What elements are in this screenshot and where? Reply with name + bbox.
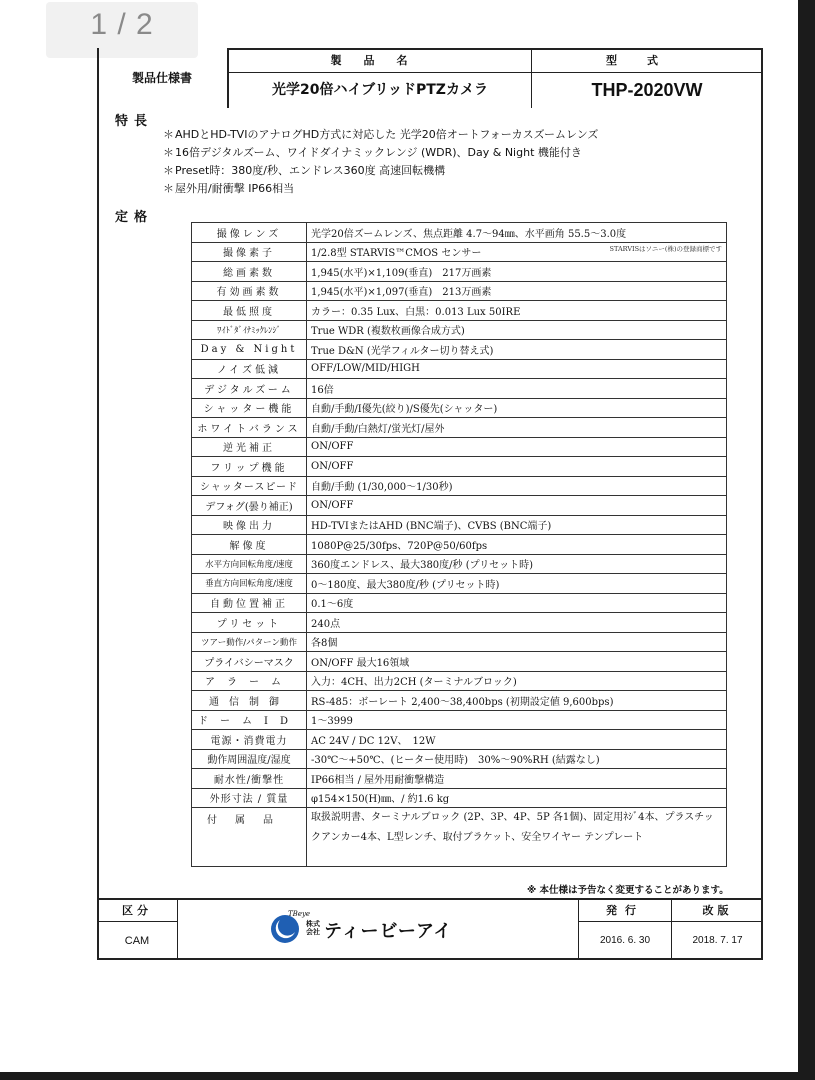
spec-item: 電源・消費電力	[192, 730, 307, 750]
company-name: ティービーアイ	[324, 921, 453, 942]
spec-item: デジタルズーム	[192, 379, 307, 399]
table-row	[192, 476, 727, 496]
issue-heading: 発行	[579, 900, 672, 922]
class-heading: 区分	[97, 900, 178, 922]
spec-item: 映像出力	[192, 515, 307, 535]
spec-item: 逆光補正	[192, 437, 307, 457]
revision-date: 2018. 7. 17	[692, 935, 743, 946]
spec-value: 0.1〜6度	[307, 593, 727, 613]
spec-value: 1,945(水平)×1,109(垂直) 217万画素	[307, 262, 727, 282]
product-name: 光学20倍ハイブリッドPTZカメラ	[229, 73, 532, 108]
table-row	[192, 769, 727, 789]
bullet-icon: ＊	[163, 146, 174, 159]
tbeye-logo-icon	[270, 914, 300, 944]
spec-item: 外形寸法 / 質量	[192, 788, 307, 808]
spec-item: ﾜｲﾄﾞﾀﾞｲﾅﾐｯｸﾚﾝｼﾞ	[192, 320, 307, 340]
table-row	[192, 593, 727, 613]
spec-item: 動作周囲温度/湿度	[192, 749, 307, 769]
spec-value: OFF/LOW/MID/HIGH	[307, 359, 727, 379]
spec-item: 垂直方向回転角度/速度	[192, 574, 307, 594]
spec-value: 360度エンドレス、最大380度/秒 (プリセット時)	[307, 554, 727, 574]
spec-value: 16倍	[307, 379, 727, 399]
table-row	[192, 437, 727, 457]
spec-item: 有効画素数	[192, 281, 307, 301]
table-row	[192, 418, 727, 438]
revision-heading: 改版	[672, 900, 763, 922]
spec-item: 自動位置補正	[192, 593, 307, 613]
table-row	[192, 398, 727, 418]
spec-item: 総画素数	[192, 262, 307, 282]
footnote: ※ 本仕様は予告なく変更することがあります。	[527, 885, 729, 896]
spec-item: Day & Night	[192, 340, 307, 360]
spec-item: ドームID	[192, 710, 307, 730]
spec-value: True D&N (光学フィルター切り替え式)	[307, 340, 727, 360]
spec-sheet	[97, 48, 763, 960]
spec-item: フリップ機能	[192, 457, 307, 477]
feature-item: ＊AHDとHD-TVIのアナログHD方式に対応した 光学20倍オートフォーカスズームレンズ	[163, 126, 743, 144]
sheet-label: 製品仕様書	[131, 71, 192, 85]
frame-left	[97, 48, 99, 958]
spec-value: φ154×150(H)㎜、/ 約1.6 kg	[307, 788, 727, 808]
spec-value: 自動/手動/白熱灯/蛍光灯/屋外	[307, 418, 727, 438]
spec-value: ON/OFF	[307, 437, 727, 457]
table-row	[192, 359, 727, 379]
spec-value: 光学20倍ズームレンズ、焦点距離 4.7〜94㎜、水平画角 55.5〜3.0度	[307, 223, 727, 243]
table-row	[192, 652, 727, 672]
spec-item: 付属品	[192, 808, 307, 867]
spec-value: 0〜180度、最大380度/秒 (プリセット時)	[307, 574, 727, 594]
class-value: CAM	[97, 922, 178, 960]
table-row	[192, 671, 727, 691]
spec-table	[191, 222, 727, 867]
header-grid	[227, 48, 763, 108]
spec-value: 1〜3999	[307, 710, 727, 730]
spec-value: 各8個	[307, 632, 727, 652]
table-row	[192, 242, 727, 262]
trademark-note: STARVISはソニー(株)の登録商標です	[609, 245, 722, 254]
spec-item: 撮像素子	[192, 242, 307, 262]
spec-value: 1/2.8型 STARVIS™CMOS センサー STARVISはソニー(株)の登録商標です	[307, 242, 727, 262]
spec-item: ツアー動作/パターン動作	[192, 632, 307, 652]
model-number: THP-2020VW	[591, 80, 703, 100]
frame-right	[761, 48, 763, 958]
spec-value: HD-TVIまたはAHD (BNC端子)、CVBS (BNC端子)	[307, 515, 727, 535]
spec-item: プライバシーマスク	[192, 652, 307, 672]
spec-value: 240点	[307, 613, 727, 633]
spec-item: 通信制御	[192, 691, 307, 711]
spec-item: プリセット	[192, 613, 307, 633]
table-row	[192, 554, 727, 574]
features-list	[163, 126, 743, 198]
spec-value: ON/OFF 最大16領域	[307, 652, 727, 672]
spec-value: 自動/手動/I優先(絞り)/S優先(シャッター)	[307, 398, 727, 418]
table-row	[192, 730, 727, 750]
feature-item: ＊16倍デジタルズーム、ワイドダイナミックレンジ (WDR)、Day & Night 機能付き	[163, 144, 743, 162]
spec-value: AC 24V / DC 12V、 12W	[307, 730, 727, 750]
corp-type: 株式会社	[306, 920, 320, 936]
spec-value: RS-485：ボーレート 2,400〜38,400bps (初期設定値 9,600bps)	[307, 691, 727, 711]
spec-value: 1,945(水平)×1,097(垂直) 213万画素	[307, 281, 727, 301]
brand-name: TBeye	[288, 910, 311, 918]
table-row	[192, 691, 727, 711]
table-row	[192, 301, 727, 321]
table-row	[192, 535, 727, 555]
spec-item: ノイズ低減	[192, 359, 307, 379]
page-counter: 1 / 2	[46, 2, 198, 58]
spec-item: 解像度	[192, 535, 307, 555]
feature-item: ＊Preset時：380度/秒、エンドレス360度 高速回転機構	[163, 162, 743, 180]
spec-value: 取扱説明書、ターミナルブロック (2P、3P、4P、5P 各1個)、固定用ﾈｼﾞ4本、プラスチックアンカー4本、L型レンチ、取付ブラケット、安全ワイヤー テンプレート	[307, 808, 727, 867]
features-title: 特長	[115, 114, 154, 129]
table-row	[192, 749, 727, 769]
table-row	[192, 496, 727, 516]
spec-title: 定格	[115, 210, 154, 225]
table-row	[192, 808, 727, 867]
table-row	[192, 281, 727, 301]
spec-item: 最低照度	[192, 301, 307, 321]
company-logo-cell	[178, 900, 579, 960]
table-row	[192, 574, 727, 594]
bullet-icon: ＊	[163, 182, 174, 195]
bullet-icon: ＊	[163, 128, 174, 141]
footer-block	[97, 898, 763, 960]
spec-value: 1080P@25/30fps、720P@50/60fps	[307, 535, 727, 555]
spec-value: カラー：0.35 Lux、白黒：0.013 Lux 50IRE	[307, 301, 727, 321]
spec-item: 水平方向回転角度/速度	[192, 554, 307, 574]
table-row	[192, 515, 727, 535]
spec-item: ホワイトバランス	[192, 418, 307, 438]
product-name-heading: 製品名	[229, 50, 532, 73]
spec-value: ON/OFF	[307, 457, 727, 477]
header-block	[97, 48, 763, 110]
bullet-icon: ＊	[163, 164, 174, 177]
model-heading: 型式	[531, 50, 763, 73]
spec-value: 入力：4CH、出力2CH (ターミナルブロック)	[307, 671, 727, 691]
spec-value: IP66相当 / 屋外用耐衝撃構造	[307, 769, 727, 789]
table-row	[192, 340, 727, 360]
table-row	[192, 613, 727, 633]
spec-item: 撮像レンズ	[192, 223, 307, 243]
table-row	[192, 788, 727, 808]
table-row	[192, 710, 727, 730]
feature-item: ＊屋外用/耐衝撃 IP66相当	[163, 180, 743, 198]
spec-item: 耐水性/衝撃性	[192, 769, 307, 789]
spec-value: -30℃〜+50℃、(ヒーター使用時) 30%〜90%RH (結露なし)	[307, 749, 727, 769]
table-row	[192, 223, 727, 243]
table-row	[192, 632, 727, 652]
spec-value: ON/OFF	[307, 496, 727, 516]
spec-item: アラーム	[192, 671, 307, 691]
spec-value: 自動/手動 (1/30,000〜1/30秒)	[307, 476, 727, 496]
company-logo	[270, 910, 470, 950]
spec-item: シャッター機能	[192, 398, 307, 418]
table-row	[192, 457, 727, 477]
spec-item: シャッタースピード	[192, 476, 307, 496]
issue-date: 2016. 6. 30	[579, 922, 672, 960]
table-row	[192, 262, 727, 282]
table-row	[192, 320, 727, 340]
spec-item: デフォグ(曇り補正)	[192, 496, 307, 516]
spec-value: True WDR (複数枚画像合成方式)	[307, 320, 727, 340]
table-row	[192, 379, 727, 399]
